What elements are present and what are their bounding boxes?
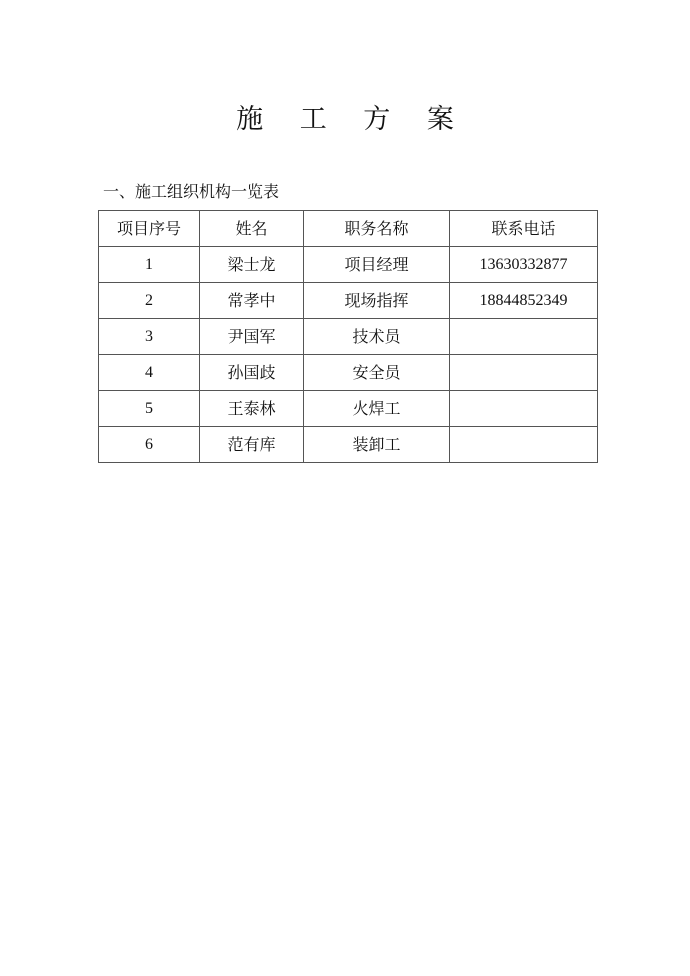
section-heading: 一、施工组织机构一览表 — [103, 182, 280, 201]
table-row — [99, 283, 598, 319]
cell-position: 现场指挥 — [304, 283, 450, 319]
cell-name: 尹国军 — [200, 319, 304, 355]
cell-phone — [450, 319, 598, 355]
cell-position: 装卸工 — [304, 427, 450, 463]
cell-item-number: 1 — [99, 247, 200, 283]
header-item-number: 项目序号 — [99, 211, 200, 247]
cell-item-number: 4 — [99, 355, 200, 391]
table-row — [99, 247, 598, 283]
table-row — [99, 427, 598, 463]
cell-position: 火焊工 — [304, 391, 450, 427]
cell-position: 项目经理 — [304, 247, 450, 283]
header-position: 职务名称 — [304, 211, 450, 247]
table-row — [99, 355, 598, 391]
cell-name: 常孝中 — [200, 283, 304, 319]
cell-name: 孙国歧 — [200, 355, 304, 391]
page-title: 施 工 方 案 — [236, 104, 468, 135]
organization-table — [98, 210, 598, 463]
cell-item-number: 6 — [99, 427, 200, 463]
cell-phone — [450, 427, 598, 463]
cell-item-number: 5 — [99, 391, 200, 427]
cell-phone: 18844852349 — [450, 283, 598, 319]
cell-position: 技术员 — [304, 319, 450, 355]
table-row — [99, 391, 598, 427]
cell-item-number: 2 — [99, 283, 200, 319]
table-header-row — [99, 211, 598, 247]
cell-name: 王泰林 — [200, 391, 304, 427]
table-row — [99, 319, 598, 355]
cell-item-number: 3 — [99, 319, 200, 355]
cell-phone — [450, 391, 598, 427]
cell-phone: 13630332877 — [450, 247, 598, 283]
cell-position: 安全员 — [304, 355, 450, 391]
header-phone: 联系电话 — [450, 211, 598, 247]
cell-name: 梁士龙 — [200, 247, 304, 283]
header-name: 姓名 — [200, 211, 304, 247]
cell-phone — [450, 355, 598, 391]
cell-name: 范有库 — [200, 427, 304, 463]
